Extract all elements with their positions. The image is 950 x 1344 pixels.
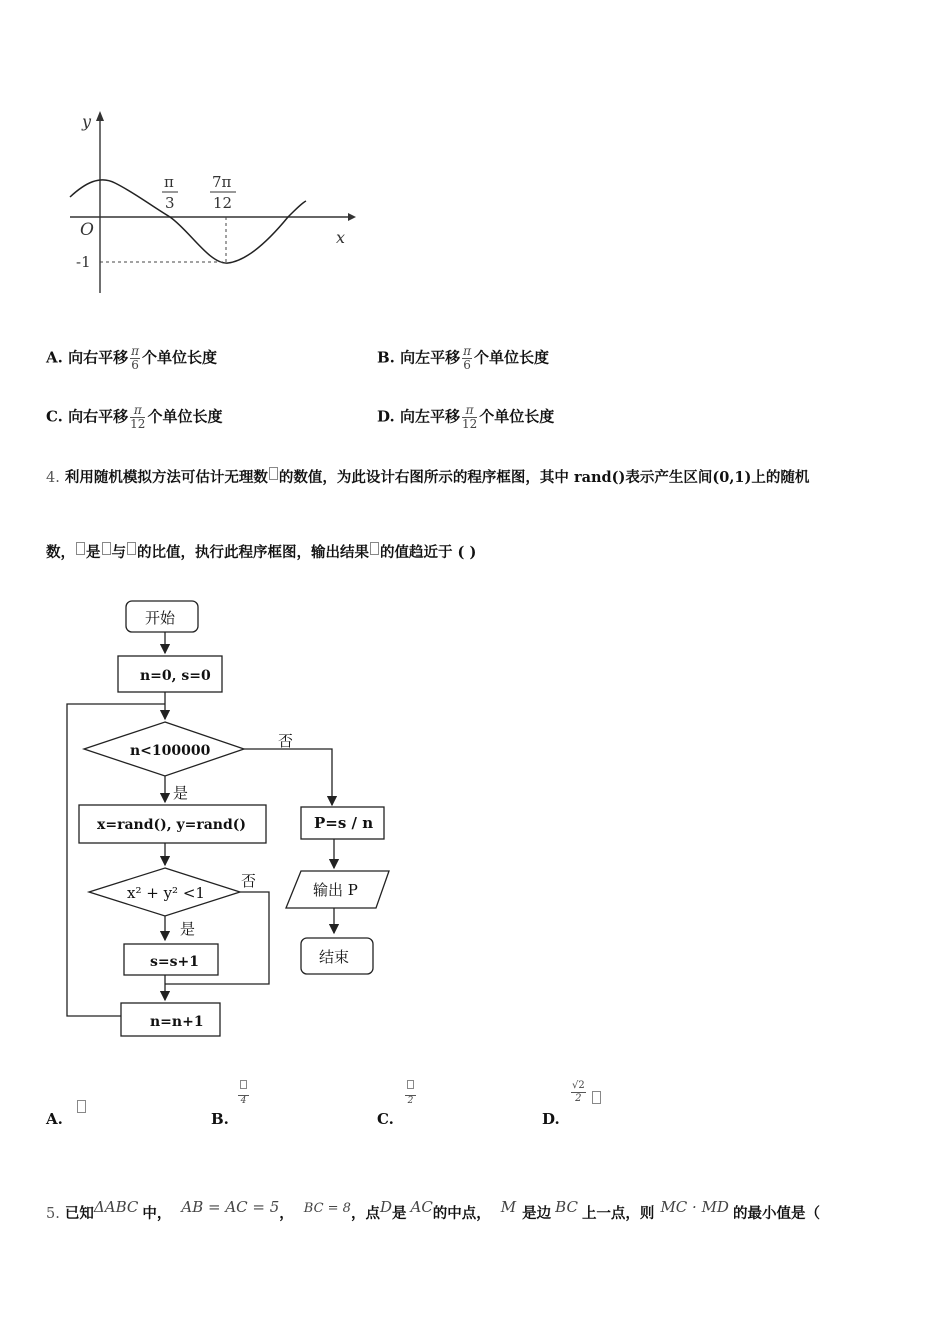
q4-text-2b: 是 bbox=[86, 544, 101, 561]
q5-text: ， bbox=[279, 1205, 294, 1222]
q5-text: 是 bbox=[391, 1205, 407, 1222]
option-letter: D. bbox=[377, 407, 395, 426]
q5-math: M bbox=[500, 1198, 517, 1216]
rand-label: x=rand(), y=rand() bbox=[97, 817, 247, 833]
q5-text: ，点 bbox=[350, 1205, 380, 1222]
tick-pi-3-den: 3 bbox=[165, 194, 175, 212]
q4-text-2d: 的比值，执行此程序框图，输出结果 bbox=[137, 544, 369, 561]
option-letter: D. bbox=[542, 1110, 560, 1128]
missing-glyph-icon bbox=[240, 1080, 247, 1089]
option-prefix: 向右平移 bbox=[68, 407, 129, 426]
option-suffix: 个单位长度 bbox=[142, 348, 218, 367]
option-c-fraction: 2 bbox=[405, 1080, 416, 1107]
option-prefix: 向左平移 bbox=[399, 407, 460, 426]
option-letter: C. bbox=[377, 1110, 394, 1128]
y-min-label: -1 bbox=[76, 253, 91, 271]
condition-1-no-label: 否 bbox=[278, 732, 294, 750]
incr-s-label: s=s+1 bbox=[150, 954, 199, 970]
end-label: 结束 bbox=[319, 948, 350, 966]
start-label: 开始 bbox=[145, 609, 176, 627]
q5-text: 的最小值是（ bbox=[732, 1205, 820, 1222]
q3-option-a[interactable] bbox=[46, 345, 217, 372]
incr-n-label: n=n+1 bbox=[150, 1014, 204, 1030]
q5-text: 已知 bbox=[64, 1205, 94, 1222]
q3-option-d[interactable] bbox=[377, 404, 554, 431]
q4-line-2 bbox=[46, 541, 476, 562]
fraction: $\frac{\pi}{12}$ bbox=[461, 403, 478, 431]
missing-glyph-icon bbox=[370, 542, 379, 555]
q5-text: 上一点，则 bbox=[581, 1205, 655, 1222]
question-number: 5. bbox=[46, 1206, 60, 1222]
condition-2-yes-label: 是 bbox=[180, 920, 196, 938]
option-letter: B. bbox=[377, 348, 395, 367]
option-letter: A. bbox=[46, 1110, 63, 1128]
condition-2-no-label: 否 bbox=[241, 872, 257, 890]
missing-glyph-icon bbox=[76, 542, 85, 555]
condition-1-yes-label: 是 bbox=[173, 784, 189, 802]
q4-option-c[interactable] bbox=[377, 1110, 394, 1128]
origin-label: O bbox=[80, 220, 94, 240]
q5-math: D bbox=[379, 1198, 392, 1216]
missing-glyph-icon bbox=[127, 542, 136, 555]
fraction: $\frac{\pi}{6}$ bbox=[131, 344, 140, 372]
q4-text-2c: 与 bbox=[111, 544, 126, 561]
option-suffix: 个单位长度 bbox=[147, 407, 223, 426]
sine-curve bbox=[70, 180, 306, 263]
missing-glyph-icon bbox=[592, 1091, 601, 1104]
q5-math: AC bbox=[410, 1198, 433, 1216]
output-label: 输出 P bbox=[313, 881, 358, 899]
q4-text-1b: 的数值，为此设计右图所示的程序框图，其中 rand()表示产生区间(0,1)上的随机 bbox=[278, 469, 810, 486]
q4-text-2a: 数， bbox=[46, 544, 75, 561]
y-axis-arrow-icon bbox=[96, 111, 104, 121]
q4-option-b[interactable] bbox=[211, 1110, 229, 1128]
condition-1-label: n<100000 bbox=[130, 743, 211, 759]
q5-math: BC bbox=[555, 1198, 578, 1216]
option-b-fraction: 4 bbox=[238, 1080, 249, 1107]
q4-option-a[interactable] bbox=[46, 1110, 63, 1128]
q4-line-1 bbox=[46, 466, 809, 487]
option-d-fraction: $\frac{√2}{2}$ bbox=[572, 1080, 585, 1104]
q5-text: 中， bbox=[142, 1205, 172, 1222]
option-suffix: 个单位长度 bbox=[479, 407, 555, 426]
missing-glyph-icon bbox=[269, 467, 278, 480]
missing-glyph-icon bbox=[407, 1080, 414, 1089]
q4-option-d[interactable] bbox=[542, 1110, 560, 1128]
fraction: $\frac{\pi}{6}$ bbox=[463, 344, 472, 372]
tick-7pi-12-den: 12 bbox=[213, 194, 233, 212]
missing-glyph-icon bbox=[102, 542, 111, 555]
option-letter: C. bbox=[46, 407, 63, 426]
q5-math: ΔABC bbox=[93, 1198, 139, 1216]
x-axis-arrow-icon bbox=[348, 213, 356, 221]
condition-2-label: x² + y² <1 bbox=[127, 884, 205, 902]
tick-pi-3-num: π bbox=[164, 173, 174, 191]
tick-7pi-12-num: 7π bbox=[212, 173, 232, 191]
missing-glyph-icon bbox=[77, 1100, 86, 1113]
option-letter: A. bbox=[46, 348, 63, 367]
q4-text-2e: 的值趋近于 ( ) bbox=[380, 544, 477, 561]
y-axis-label: y bbox=[82, 112, 92, 131]
option-letter: B. bbox=[211, 1110, 229, 1128]
q5-line bbox=[46, 1198, 820, 1223]
q5-text: 是边 bbox=[522, 1205, 552, 1222]
q5-math: AB = AC = 5 bbox=[181, 1198, 280, 1216]
flowchart bbox=[55, 595, 400, 1045]
q5-math: BC = 8 bbox=[303, 1201, 351, 1216]
q5-text: 的中点， bbox=[432, 1205, 491, 1222]
option-prefix: 向右平移 bbox=[68, 348, 129, 367]
x-axis-label: x bbox=[336, 228, 346, 247]
option-suffix: 个单位长度 bbox=[474, 348, 550, 367]
sine-graph bbox=[60, 105, 360, 305]
compute-p-label: P=s / n bbox=[314, 814, 374, 832]
question-number: 4. bbox=[46, 470, 60, 486]
q4-text-1a: 利用随机模拟方法可估计无理数 bbox=[64, 469, 268, 486]
fraction: $\frac{\pi}{12}$ bbox=[130, 403, 146, 431]
q5-math: MC · MD bbox=[660, 1198, 729, 1216]
option-prefix: 向左平移 bbox=[400, 348, 461, 367]
init-label: n=0, s=0 bbox=[140, 668, 211, 684]
q3-option-c[interactable] bbox=[46, 404, 222, 431]
q3-option-b[interactable] bbox=[377, 345, 549, 372]
